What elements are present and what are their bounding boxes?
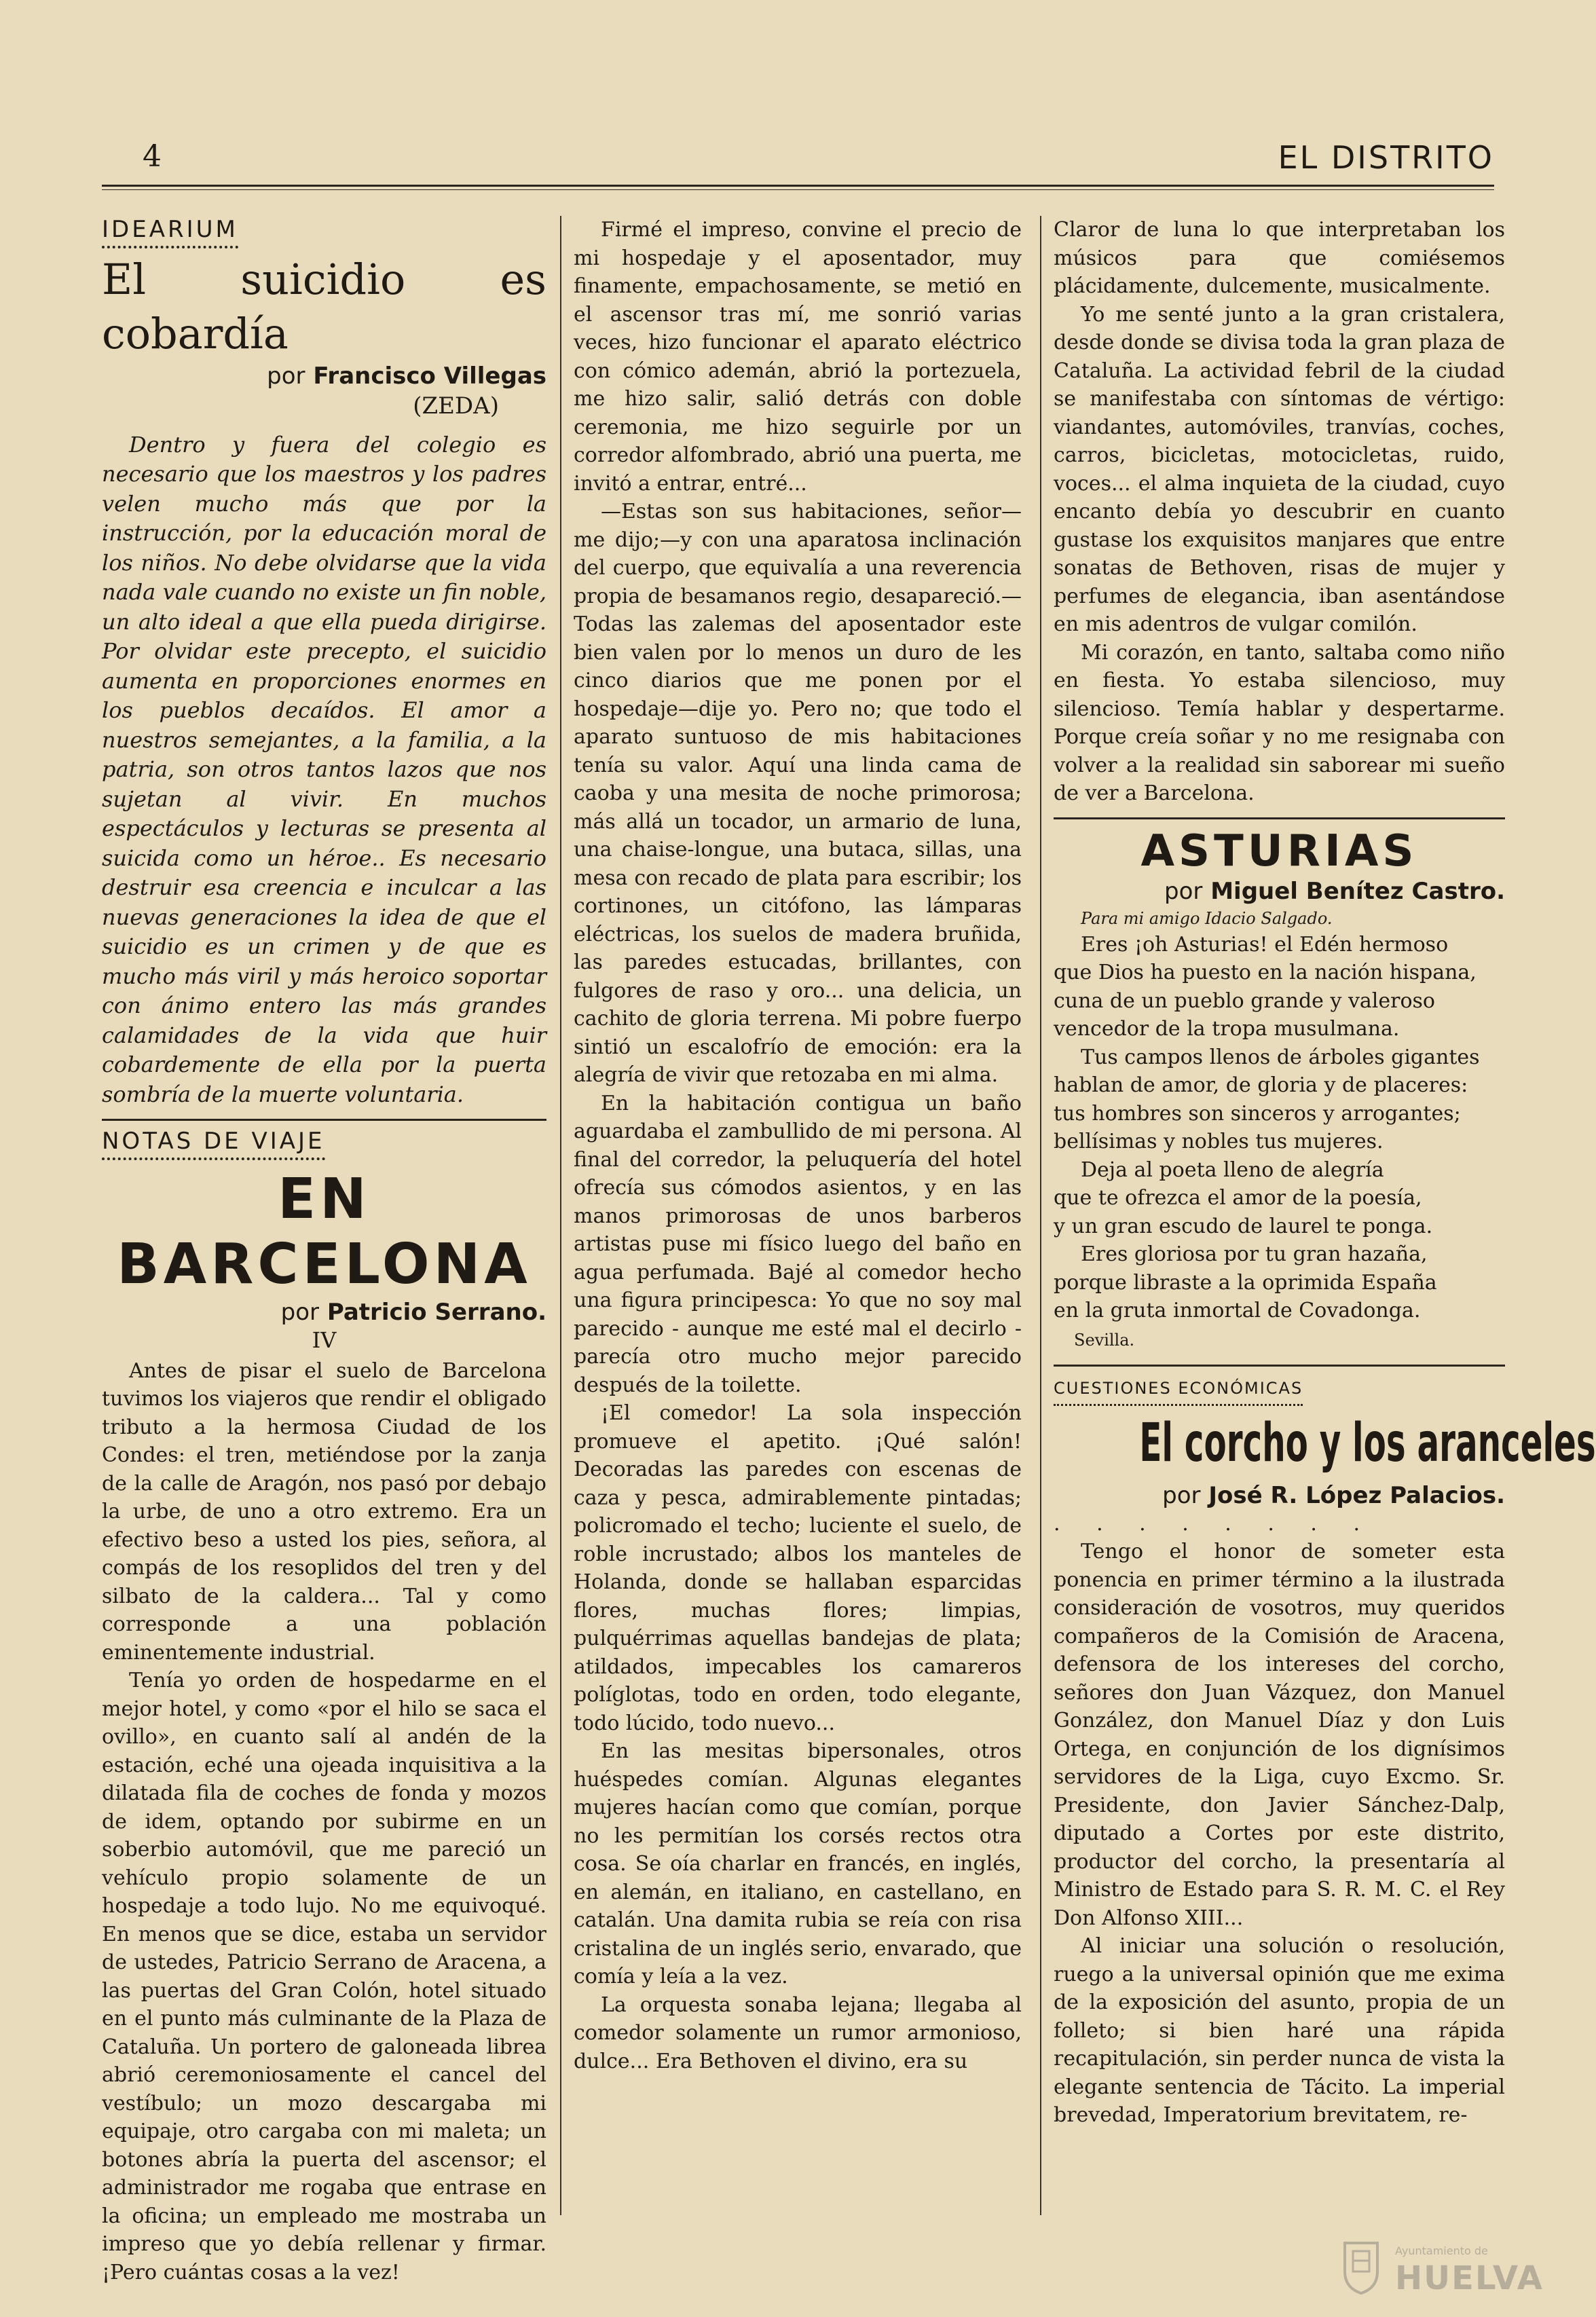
page-header (102, 139, 1494, 187)
byline-por: por (267, 362, 305, 390)
byline-por: por (1164, 877, 1203, 905)
paragraph: En la habitación contigua un baño aguardaba el zambullido de mi persona. Al final del corredor, la peluquería del hotel ofrecía sus cómodos asientos, y en las manos primorosas de unos barberos artistas puse mi físico luego del baño en agua perfumada. Bajé al comedor hecho una figura principesca: Yo que no soy mal parecido - aunque me esté mal el decirlo - parecía otro mucho mejor parecido después de la toilette. (574, 1091, 1022, 1397)
byline-por: por (1162, 1482, 1201, 1509)
corcho-title: El corcho y los aranceles (1139, 1413, 1596, 1474)
archive-watermark (1341, 2240, 1544, 2301)
paragraph: Yo me senté junto a la gran cristalera, desde donde se divisa toda la gran plaza de Cataluña. La actividad febril de la ciudad se manifestaba con síntomas de vértigo: viandantes, automóviles, tranvías, coches, carros, bicicletas, motocicletas, ruido, voces... el alma inquieta de la ciudad, cuyo encanto debía yo descubrir en cuanto gustase los exquisitos manjares que entre sonatas de Bethoven, risas de mujer y perfumes de elegancia, iban asentándose en mis adentros de vulgar comilón. (1054, 302, 1505, 636)
paragraph: Al iniciar una solución o resolución, ruego a la universal opinión que me exima de la exposición del asunto, propia de un folleto; si bien haré una rápida recapitulación, sin perder nunca de vista la elegante sentencia de Tácito. La imperial brevedad, Imperatorium brevitatem, re- (1054, 1934, 1505, 2127)
corcho-byline (1054, 1481, 1505, 1510)
poem-line: Eres gloriosa por tu gran hazaña, (1081, 1242, 1428, 1266)
paragraph: La orquesta sonaba lejana; llegaba al comedor solamente un rumor armonioso, dulce... Era Bethoven el divino, era su (574, 1992, 1022, 2073)
paragraph: Tenía yo orden de hospedarme en el mejor hotel, y como «por el hilo se saca el ovillo», en cuanto salí al andén de la estación, eché una ojeada inquisitiva a la dilatada fila de coches de fonda y mozos de idem, optando por subirme en un soberbio automóvil, que me pareció un vehículo propio solamente de un hospedaje a todo lujo. No me equivoqué. En menos que se dice, estaba un servidor de ustedes, Patricio Serrano de Aracena, a las puertas del Gran Colón, hotel situado en el punto más culminante de la Plaza de Cataluña. Un portero de galoneada librea abrió ceremoniosamente el cancel del vestíbulo; un mozo descargaba mi equipaje, otro cargaba con mi maleta; un botones abría la puerta del ascensor; el administrador me rogaba que entrase en la oficina; un empleado me mostraba un impreso que yo debía rellenar y firmar. ¡Pero cuántas cosas a la vez! (102, 1669, 546, 2284)
paragraph: Tengo el honor de someter esta ponencia en primer término a la ilustrada consideración de vosotros, muy queridos compañeros de la Comisión de Aracena, defensora de los intereses del corcho, señores don Juan Vázquez, don Manuel González, don Manuel Díaz y don Luis Ortega, en conjunción de los dignísimos servidores de la Liga, cuyo Excmo. Sr. Presidente, don Javier Sánchez-Dalp, diputado a Cortes por este distrito, productor del corcho, la presentaría al Ministro de Estado para S. R. M. C. el Rey Don Alfonso XIII... (1054, 1540, 1505, 1930)
section-rule (1054, 1365, 1505, 1367)
poem-line: Deja al poeta lleno de alegría (1081, 1157, 1384, 1182)
section-rule (1054, 817, 1505, 819)
byline-por: por (280, 1298, 320, 1326)
asturias-title: ASTURIAS (1140, 826, 1418, 876)
paragraph: Firmé el impreso, convine el precio de mi hospedaje y el aposentador, muy finamente, empachosamente, se metió en el ascensor tras mí, me sonrió varias veces, hizo funcionar el aparato eléctrico con cómico ademán, abrió la portezuela, me hizo salir, salió detrás con doble ceremonia, me hizo seguirle por un corredor alfombrado, abrió una puerta, me invitó a entrar, entré... (574, 218, 1022, 496)
idearium-kicker: IDEARIUM (102, 216, 238, 248)
coat-of-arms-icon (1341, 2240, 1381, 2295)
barcelona-title: EN BARCELONA (117, 1166, 532, 1297)
byline-author: José R. López Palacios. (1208, 1482, 1505, 1509)
column-rule-2 (1040, 216, 1041, 2215)
idearium-pseudonym: (ZEDA) (413, 392, 499, 420)
poem-line: y un gran escudo de laurel te ponga. (1054, 1214, 1433, 1238)
header-rule (102, 185, 1494, 190)
poem-line: cuna de un pueblo grande y valeroso (1054, 988, 1435, 1013)
idearium-byline (102, 361, 546, 391)
column-rule-1 (560, 216, 561, 2215)
paragraph: Mi corazón, en tanto, saltaba como niño en fiesta. Yo estaba silencioso, muy silencioso. Temía hablar y despertarme. Porque creía soñar y no me resignaba con volver a la realidad sin saborear mi sueño de ver a Barcelona. (1054, 640, 1505, 805)
poem-line: que te ofrezca el amor de la poesía, (1054, 1186, 1422, 1210)
paragraph: Antes de pisar el suelo de Barcelona tuvimos los viajeros que rendir el obligado tributo a la hermosa Ciudad de los Condes: el tren, metiéndose por la zanja de la calle de Aragón, nos pasó por debajo la urbe, de uno a otro extremo. Era un efectivo beso a usted los pies, señora, al compás de los resoplidos del tren y del silbato de la caldera... Tal y como corresponde a una población eminentemente industrial. (102, 1358, 546, 1665)
barcelona-byline (102, 1297, 546, 1327)
poem-line: hablan de amor, de gloria y de placeres: (1054, 1073, 1468, 1097)
byline-author: Miguel Benítez Castro. (1210, 877, 1505, 905)
poem-line: Eres ¡oh Asturias! el Edén hermoso (1081, 932, 1449, 957)
idearium-body (102, 430, 546, 1110)
part-number: IV (312, 1327, 337, 1353)
poem-line: vencedor de la tropa musulmana. (1054, 1017, 1400, 1041)
poem-line: tus hombres son sinceros y arrogantes; (1054, 1101, 1461, 1126)
column-3 (1054, 216, 1596, 2130)
paragraph: —Estas son sus habitaciones, señor— me dijo;—y con una aparatosa inclinación del cuerpo, que equivalía a una reverencia propia de besamanos regio, desapareció.—Todas las zalemas del aposentador este bien valen por lo menos un duro de les cinco diarios que me ponen por el hospedaje—dije yo. Pero no; que todo el aparato suntuoso de mis habitaciones tenía su valor. Aquí una linda cama de caoba y una mesita de noche primorosa; más allá un tocador, un armario de luna, una chaise-longue, una butaca, sillas, una mesa con recado de plata para escribir; los cortinones, un citófono, las lámparas eléctricas, los suelos de madera bruñida, las paredes estucadas, brillantes, con fulgores de raso y oro... una delicia, un cachito de gloria terrena. Mi pobre fuerpo sintió un escalofrío de emoción: era la alegría de vivir que retozaba en mi alma. (574, 500, 1022, 1087)
corcho-kicker: CUESTIONES ECONÓMICAS (1054, 1375, 1303, 1407)
newspaper-title: EL DISTRITO (1278, 139, 1494, 176)
poem-line: porque libraste a la oprimida España (1054, 1270, 1437, 1295)
column-2 (574, 216, 1022, 2075)
poem-line: que Dios ha puesto en la nación hispana, (1054, 961, 1477, 984)
ellipsis-dots: . . . . . . . . (1054, 1512, 1375, 1536)
idearium-title: El suicidio es cobardía (102, 254, 546, 358)
paragraph: Dentro y fuera del colegio es necesario que los maestros y los padres velen mucho más que por la instrucción, por la educación moral de los niños. No debe olvidarse que la vida nada vale cuando no existe un fin noble, un alto ideal a que ella pueda dirigirse. Por olvidar este precepto, el suicidio aumenta en proporciones enormes en los pueblos decaídos. El amor a nuestros semejantes, a la familia, a la patria, son otros tantos lazos que nos sujetan al vivir. En muchos espectáculos y lecturas se presenta al suicida como un héroe.. Es necesario destruir esa creencia e inculcar a las nuevas generaciones la idea de que el suicidio es un crimen y de que es mucho más viril y más heroico soportar con ánimo entero las más grandes calamidades de la vida que huir cobardemente de ella por la puerta sombría de la muerte voluntaria. (102, 431, 546, 1107)
dedication: Para mi amigo Idacio Salgado. (1081, 908, 1333, 928)
paragraph: Claror de luna lo que interpretaban los músicos para que comiésemos plácidamente, dulcemente, musicalmente. (1054, 218, 1505, 298)
poem (1054, 931, 1505, 1325)
watermark-big-text: HUELVA (1395, 2259, 1544, 2297)
asturias-byline (1054, 876, 1505, 906)
watermark-small-text: Ayuntamiento de (1395, 2244, 1488, 2257)
page-number: 4 (143, 139, 162, 174)
poem-line: bellísimas y nobles tus mujeres. (1054, 1130, 1384, 1153)
byline-author: Patricio Serrano. (327, 1298, 546, 1326)
section-rule (102, 1119, 546, 1121)
column-1 (102, 216, 546, 2286)
byline-author: Francisco Villegas (313, 362, 546, 390)
barcelona-kicker: NOTAS DE VIAJE (102, 1128, 325, 1160)
poem-line: en la gruta inmortal de Covadonga. (1054, 1299, 1421, 1322)
place-signature: Sevilla. (1074, 1330, 1135, 1350)
poem-line: Tus campos llenos de árboles gigantes (1081, 1045, 1480, 1069)
paragraph: En las mesitas bipersonales, otros huéspedes comían. Algunas elegantes mujeres hacían como que comían, porque no les permitían los corsés rectos otra cosa. Se oía charlar en francés, en inglés, en alemán, en italiano, en castellano, en catalán. Una damita rubia se reía con risa cristalina de un inglés serio, envarado, que comía y leía a la vez. (574, 1739, 1022, 1988)
paragraph: ¡El comedor! La sola inspección promueve el apetito. ¡Qué salón! Decoradas las paredes con escenas de caza y pesca, admirablemente pintadas; policromado el techo; luciente el suelo, de roble incrustado; albos los manteles de Holanda, donde se hallaban esparcidas flores, muchas flores; limpias, pulquérrimas aquellas bandejas de plata; atildados, impecables los camareros políglotas, todo en orden, todo elegante, todo lúcido, todo nuevo... (574, 1401, 1022, 1735)
